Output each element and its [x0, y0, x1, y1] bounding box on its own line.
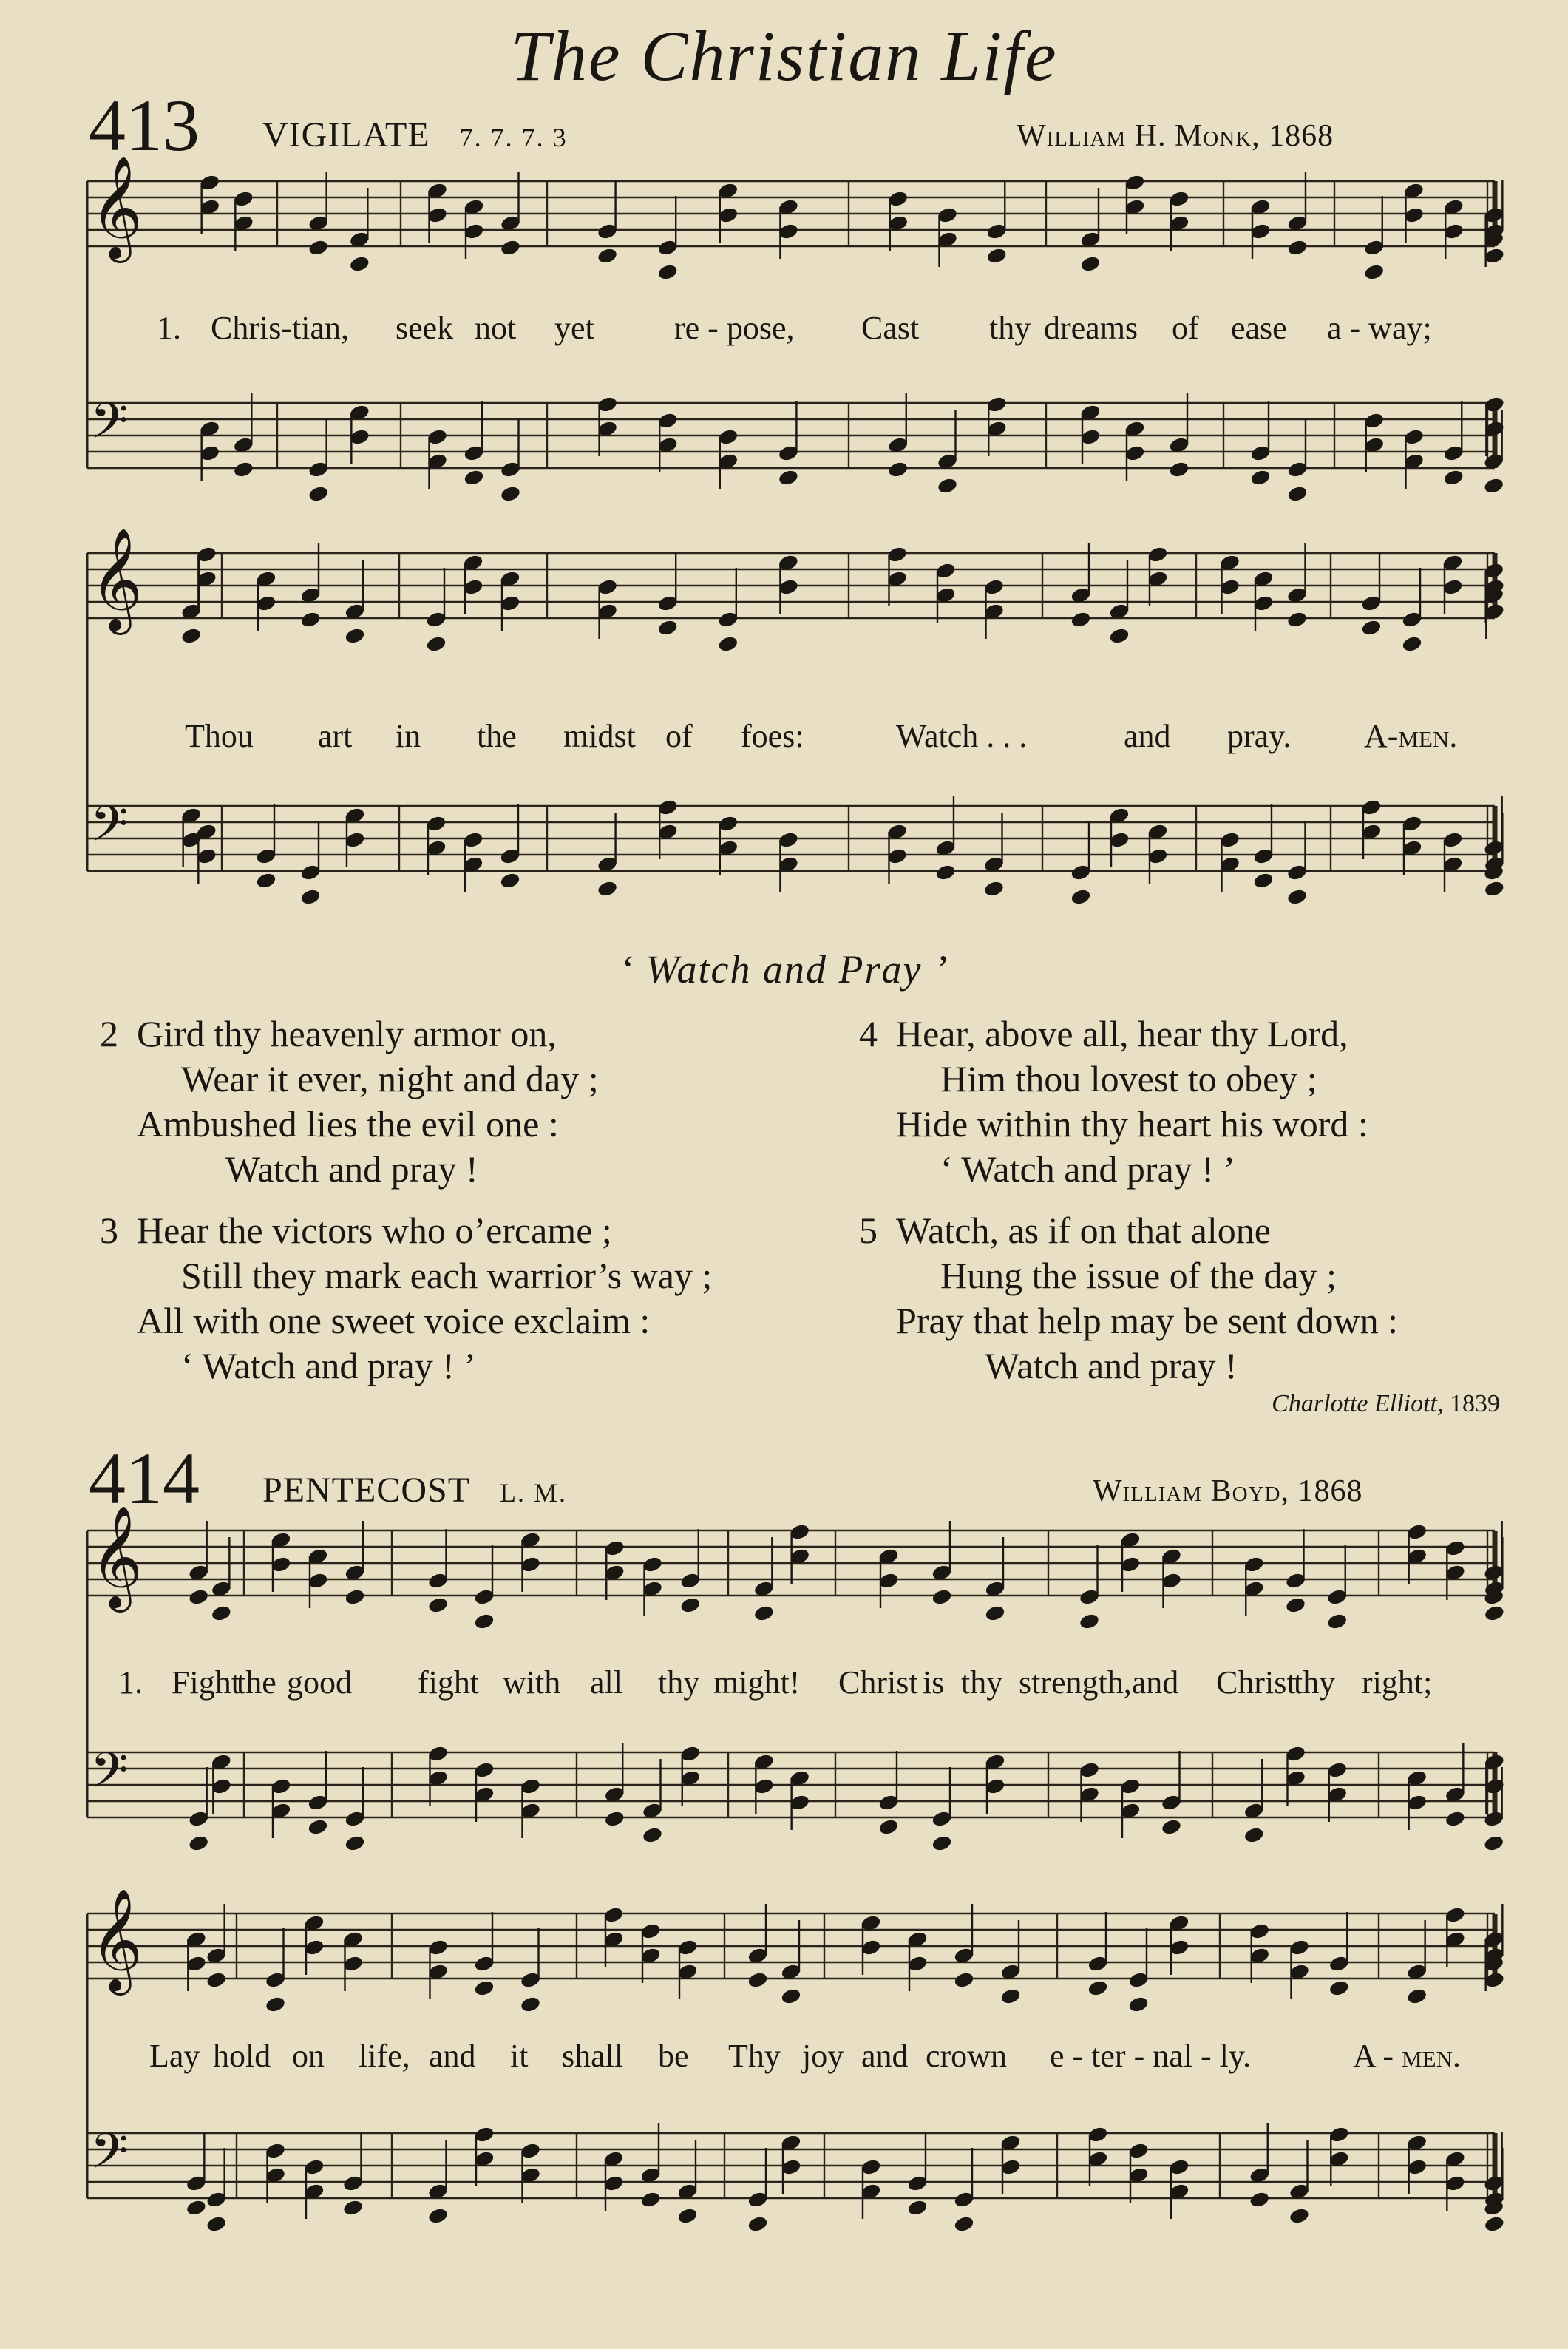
syllable: crown — [926, 2038, 1007, 2074]
verse-line: Gird thy heavenly armor on, — [137, 1013, 557, 1054]
notehead — [657, 619, 678, 636]
notehead — [747, 1971, 768, 1988]
syllable: strength,and — [1019, 1664, 1179, 1701]
notehead — [345, 627, 365, 644]
syllable: on — [292, 2038, 325, 2074]
bass-clef: 𝄢 — [90, 393, 129, 461]
verse-number: 3 — [100, 1210, 118, 1251]
notehead — [1109, 627, 1130, 644]
syllable: art — [318, 718, 353, 754]
notehead — [1328, 1979, 1349, 1996]
syllable: seek — [396, 310, 454, 346]
notehead — [907, 2199, 928, 2216]
hymn-414-composer: William Boyd, 1868 — [1093, 1474, 1363, 1508]
notehead — [878, 1818, 899, 1835]
syllable: fight — [418, 1664, 480, 1701]
syllable: all — [590, 1664, 622, 1701]
hymn-413-author — [1272, 1390, 1500, 1418]
verse-number: 4 — [859, 1013, 878, 1054]
syllable: a - way; — [1327, 310, 1432, 346]
notehead — [642, 1826, 662, 1843]
notehead — [474, 1613, 495, 1630]
notehead — [680, 1596, 701, 1613]
hymn-414-meter: L. M. — [500, 1478, 568, 1508]
syllable: with — [503, 1664, 561, 1701]
verse-line: ‘ Watch and pray ! ’ — [940, 1148, 1236, 1190]
hymn-413-meter: 7. 7. 7. 3 — [459, 123, 568, 152]
bass-clef: 𝄢 — [90, 2123, 129, 2192]
notehead — [1445, 1810, 1465, 1827]
syllable: might! — [713, 1664, 801, 1701]
bass-clef: 𝄢 — [90, 1742, 129, 1811]
hymn-413-header — [262, 115, 568, 155]
notehead — [1250, 469, 1271, 486]
notehead — [1128, 1996, 1149, 2013]
amen: A - men. — [1353, 2038, 1461, 2074]
syllable: in — [396, 718, 421, 754]
treble-clef: 𝄞 — [90, 1888, 143, 1991]
notehead — [345, 1588, 365, 1605]
treble-clef: 𝄞 — [90, 1505, 143, 1608]
syllable: it — [510, 2038, 529, 2074]
hymn-413-composer: William H. Monk, 1868 — [1017, 119, 1334, 153]
notehead — [597, 880, 618, 897]
syllable: Thou — [185, 718, 254, 754]
notehead — [189, 1588, 209, 1605]
notehead — [753, 1604, 774, 1621]
syllable: Thy — [728, 2038, 781, 2074]
notehead — [1484, 880, 1504, 897]
notehead — [308, 239, 329, 256]
verse-line: All with one sweet voice exclaim : — [137, 1300, 651, 1341]
author-year: 1839 — [1450, 1390, 1500, 1417]
notehead — [1243, 1826, 1264, 1843]
amen: A-men. — [1364, 718, 1458, 754]
syllable: of — [665, 718, 693, 754]
syllable: foes: — [741, 718, 804, 754]
syllable: hold — [213, 2038, 271, 2074]
notehead — [1287, 239, 1308, 256]
notehead — [342, 2199, 363, 2216]
notehead — [718, 635, 739, 652]
notehead — [1079, 1613, 1099, 1630]
syllable: ease — [1231, 310, 1287, 346]
notehead — [1285, 1596, 1306, 1613]
syllable: right; — [1362, 1664, 1433, 1701]
treble-clef: 𝄞 — [90, 528, 143, 631]
verse-number: 1. — [118, 1664, 143, 1701]
verse-number: 1. — [157, 310, 181, 346]
notehead — [954, 2215, 974, 2232]
notehead — [931, 1588, 952, 1605]
notehead — [640, 2191, 661, 2208]
author-name: Charlotte Elliott, — [1272, 1390, 1444, 1417]
notehead — [1484, 1834, 1504, 1851]
notehead — [427, 2207, 448, 2224]
hymn-414-tune: PENTECOST — [262, 1471, 471, 1510]
syllable: e - ter - nal - ly. — [1050, 2038, 1252, 2074]
syllable: Watch . . . — [896, 718, 1028, 754]
verse-line: Watch, as if on that alone — [896, 1210, 1271, 1251]
page-title: The Christian Life — [510, 16, 1058, 95]
notehead — [256, 872, 276, 889]
notehead — [888, 461, 909, 478]
verse-line: Hung the issue of the day ; — [940, 1255, 1337, 1296]
notehead — [1443, 469, 1464, 486]
verse-line: Hide within thy heart his word : — [896, 1103, 1368, 1145]
verse-line: ‘ Watch and pray ! ’ — [181, 1345, 477, 1386]
notehead — [1286, 611, 1307, 628]
notehead — [500, 239, 520, 256]
syllable: be — [658, 2038, 689, 2074]
notehead — [1327, 1613, 1348, 1630]
syllable: yet — [554, 310, 594, 346]
syllable: and — [861, 2038, 909, 2074]
verse-line: Hear, above all, hear thy Lord, — [896, 1013, 1348, 1054]
notehead — [1407, 1987, 1428, 2004]
notehead — [500, 872, 520, 889]
notehead — [308, 1818, 328, 1835]
syllable: joy — [802, 2038, 844, 2074]
hymn-413-subtitle: ‘ Watch and Pray ’ — [620, 947, 948, 992]
notehead — [931, 1834, 952, 1851]
notehead — [474, 1979, 495, 1996]
hymn-414-lyric-line-1 — [0, 1664, 1568, 1708]
notehead — [211, 1604, 231, 1621]
syllable: thy — [658, 1664, 700, 1701]
notehead — [1286, 888, 1307, 905]
notehead — [1287, 485, 1308, 502]
verse-2 — [100, 1011, 599, 1192]
verse-number: 2 — [100, 1013, 118, 1054]
notehead — [1402, 635, 1422, 652]
syllable: of — [1172, 310, 1199, 346]
notehead — [520, 1996, 540, 2013]
syllable: life, — [359, 2038, 410, 2074]
syllable: Lay — [149, 2038, 200, 2074]
notehead — [781, 1987, 801, 2004]
notehead — [189, 1834, 209, 1851]
notehead — [1161, 1818, 1181, 1835]
syllable: the — [237, 1664, 276, 1701]
notehead — [300, 611, 321, 628]
notehead — [1289, 2207, 1309, 2224]
syllable: shall — [562, 2038, 624, 2074]
notehead — [986, 247, 1007, 264]
notehead — [747, 2215, 768, 2232]
syllable: re - pose, — [674, 310, 795, 346]
syllable: Cast — [861, 310, 920, 346]
hymn-413-tune: VIGILATE — [262, 115, 430, 155]
syllable: Chris-tian, — [211, 310, 349, 346]
notehead — [935, 864, 956, 881]
notehead — [426, 635, 447, 652]
notehead — [1000, 1987, 1021, 2004]
hymn-414-lyric-line-2 — [0, 2037, 1568, 2081]
notehead — [265, 1996, 285, 2013]
verse-line: Him thou lovest to obey ; — [940, 1058, 1317, 1099]
notehead — [1364, 263, 1385, 280]
notehead — [1070, 611, 1091, 628]
syllable: midst — [563, 718, 636, 754]
notehead — [1484, 247, 1504, 264]
notehead — [1087, 1979, 1108, 1996]
hymn-413-number: 413 — [89, 84, 200, 166]
hymn-413-lyric-line-1 — [0, 309, 1568, 353]
verse-number: 5 — [859, 1210, 878, 1251]
notehead — [300, 888, 321, 905]
notehead — [1070, 888, 1091, 905]
notehead — [937, 477, 957, 494]
syllable: and — [1124, 718, 1171, 754]
notehead — [206, 2215, 227, 2232]
syllable: Fight — [172, 1664, 240, 1701]
bass-clef: 𝄢 — [90, 796, 129, 864]
notehead — [983, 880, 1004, 897]
notehead — [1080, 255, 1101, 272]
notehead — [604, 1810, 625, 1827]
notehead — [1361, 619, 1382, 636]
syllable: is — [923, 1664, 945, 1701]
notehead — [206, 1971, 227, 1988]
verse-line: Wear it ever, night and day ; — [181, 1058, 599, 1099]
notehead — [308, 485, 329, 502]
syllable: thy — [1294, 1664, 1336, 1701]
hymn-413-lyric-line-2 — [0, 717, 1568, 762]
syllable: Christ — [838, 1664, 918, 1701]
syllable: not — [475, 310, 517, 346]
verse-line: Still they mark each warrior’s way ; — [181, 1255, 713, 1296]
notehead — [1484, 1604, 1504, 1621]
notehead — [985, 1604, 1005, 1621]
notehead — [186, 2199, 206, 2216]
notehead — [657, 263, 678, 280]
notehead — [349, 255, 370, 272]
notehead — [345, 1834, 365, 1851]
notehead — [677, 2207, 698, 2224]
notehead — [181, 627, 202, 644]
verse-line: Hear the victors who o’ercame ; — [137, 1210, 612, 1251]
notehead — [597, 247, 618, 264]
syllable: the — [477, 718, 517, 754]
notehead — [1484, 477, 1504, 494]
syllable: thy — [989, 310, 1031, 346]
verse-line: Pray that help may be sent down : — [896, 1300, 1399, 1341]
notehead — [464, 469, 484, 486]
treble-clef: 𝄞 — [90, 156, 143, 259]
notehead — [233, 461, 254, 478]
syllable: dreams — [1044, 310, 1138, 346]
hymn-414-number: 414 — [89, 1437, 200, 1519]
notehead — [1484, 2215, 1504, 2232]
syllable: Christ — [1216, 1664, 1296, 1701]
verse-4 — [859, 1011, 1368, 1192]
syllable: good — [287, 1664, 352, 1701]
verse-5 — [859, 1208, 1399, 1389]
verse-line: Watch and pray ! — [985, 1345, 1238, 1386]
verse-line: Ambushed lies the evil one : — [137, 1103, 559, 1145]
hymn-414-header — [262, 1470, 567, 1511]
verse-line: Watch and pray ! — [225, 1148, 478, 1190]
notehead — [427, 1596, 448, 1613]
syllable: and — [429, 2038, 476, 2074]
notehead — [1249, 2191, 1270, 2208]
notehead — [1253, 872, 1274, 889]
notehead — [954, 1971, 974, 1988]
syllable: pray. — [1227, 718, 1292, 754]
verse-3 — [100, 1208, 713, 1389]
notehead — [1169, 461, 1189, 478]
syllable: thy — [961, 1664, 1003, 1701]
notehead — [778, 469, 798, 486]
notehead — [500, 485, 520, 502]
